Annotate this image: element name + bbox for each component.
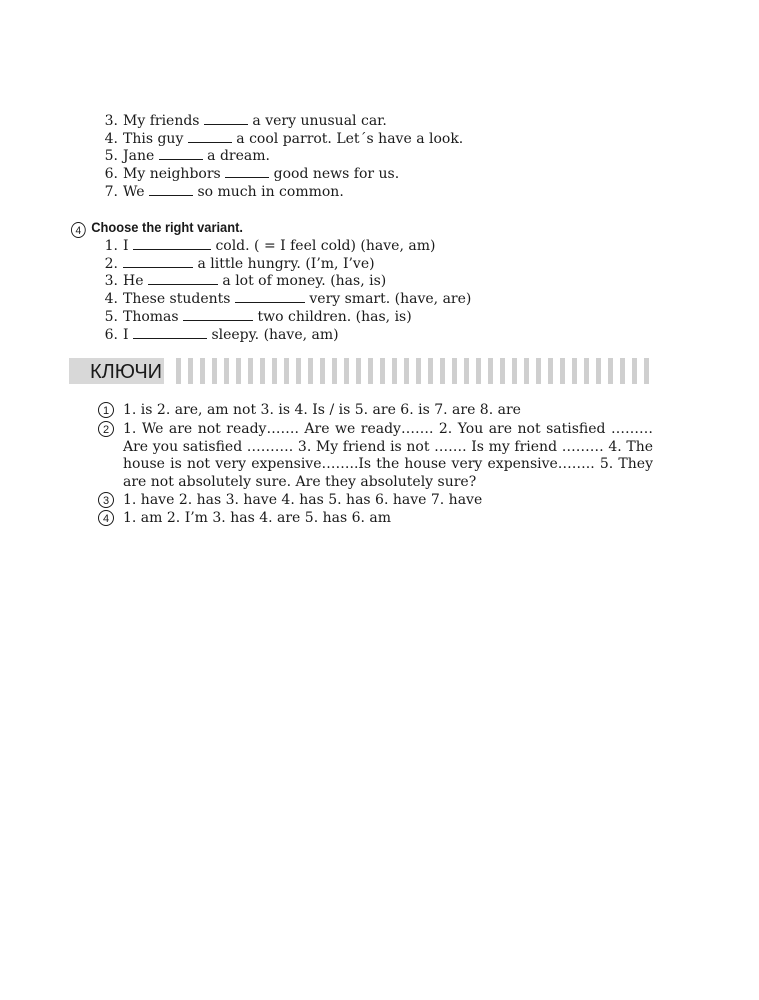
item-number: 6. xyxy=(104,327,118,343)
exercise-title: Choose the right variant. xyxy=(91,219,243,235)
answer-text: 1. is 2. are, am not 3. is 4. Is / is 5. are 6. is 7. are 8. are xyxy=(123,402,521,418)
item-text-end: two children. (has, is) xyxy=(257,309,412,325)
item-text-start: Jane xyxy=(123,148,155,164)
decorative-stripes xyxy=(176,358,656,384)
item-text-start: He xyxy=(123,273,144,289)
item-number: 5. xyxy=(104,148,118,164)
item-text-start: I xyxy=(123,327,129,343)
item-text-start: Thomas xyxy=(123,309,179,325)
answer-blank xyxy=(159,147,203,160)
item-text-end: so much in common. xyxy=(197,184,344,200)
item-text-start: These students xyxy=(123,291,231,307)
item-number: 4. xyxy=(104,131,118,147)
answer-text: 1. We are not ready……. Are we ready……. 2. You are not satisfied ……… Are you satisfied ………. 3. My friend is not ……. Is my friend ……… 4. The house is not very expensive……..Is the house very expensive…….. 5. They are not absolutely sure. Are they absolutely sure? xyxy=(123,421,653,490)
answer-blank xyxy=(133,237,211,250)
item-text-start: We xyxy=(123,184,145,200)
item-text-start: I xyxy=(123,238,129,254)
exercise-number-badge: 1 xyxy=(98,402,114,418)
item-number: 3. xyxy=(104,273,118,289)
keys-title: КЛЮЧИ xyxy=(90,361,163,383)
item-text-end: very smart. (have, are) xyxy=(309,291,472,307)
item-number: 7. xyxy=(104,184,118,200)
item-text-start: My friends xyxy=(123,113,200,129)
item-number: 2. xyxy=(104,256,118,272)
item-text-end: good news for us. xyxy=(273,166,400,182)
answer-blank xyxy=(225,165,269,178)
item-number: 4. xyxy=(104,291,118,307)
exercise-number-badge: 4 xyxy=(98,510,114,526)
item-text-end: a cool parrot. Let´s have a look. xyxy=(236,131,464,147)
exercise-number-badge: 4 xyxy=(71,222,86,238)
answer-blank xyxy=(149,183,193,196)
item-text-end: a lot of money. (has, is) xyxy=(222,273,387,289)
item-number: 5. xyxy=(104,309,118,325)
item-number: 3. xyxy=(104,113,118,129)
answer-text: 1. have 2. has 3. have 4. has 5. has 6. have 7. have xyxy=(123,492,483,508)
item-number: 1. xyxy=(104,238,118,254)
item-text-end: a very unusual car. xyxy=(252,113,387,129)
item-text-start: This guy xyxy=(123,131,184,147)
item-number: 6. xyxy=(104,166,118,182)
answer-blank xyxy=(183,308,253,321)
item-text-end: a little hungry. (I’m, I’ve) xyxy=(197,256,375,272)
item-text-end: cold. ( = I feel cold) (have, am) xyxy=(215,238,436,254)
answer-blank xyxy=(235,290,305,303)
item-text-end: sleepy. (have, am) xyxy=(211,327,339,343)
answer-blank xyxy=(123,255,193,268)
answer-text: 1. am 2. I’m 3. has 4. are 5. has 6. am xyxy=(123,510,392,526)
item-text-end: a dream. xyxy=(207,148,270,164)
answer-blank xyxy=(133,326,207,339)
answer-blank xyxy=(148,272,218,285)
answer-blank xyxy=(188,130,232,143)
exercise-number-badge: 3 xyxy=(98,492,114,508)
item-text-start: My neighbors xyxy=(123,166,221,182)
answer-blank xyxy=(204,112,248,125)
exercise-4-heading xyxy=(71,217,243,238)
exercise-number-badge: 2 xyxy=(98,421,114,437)
